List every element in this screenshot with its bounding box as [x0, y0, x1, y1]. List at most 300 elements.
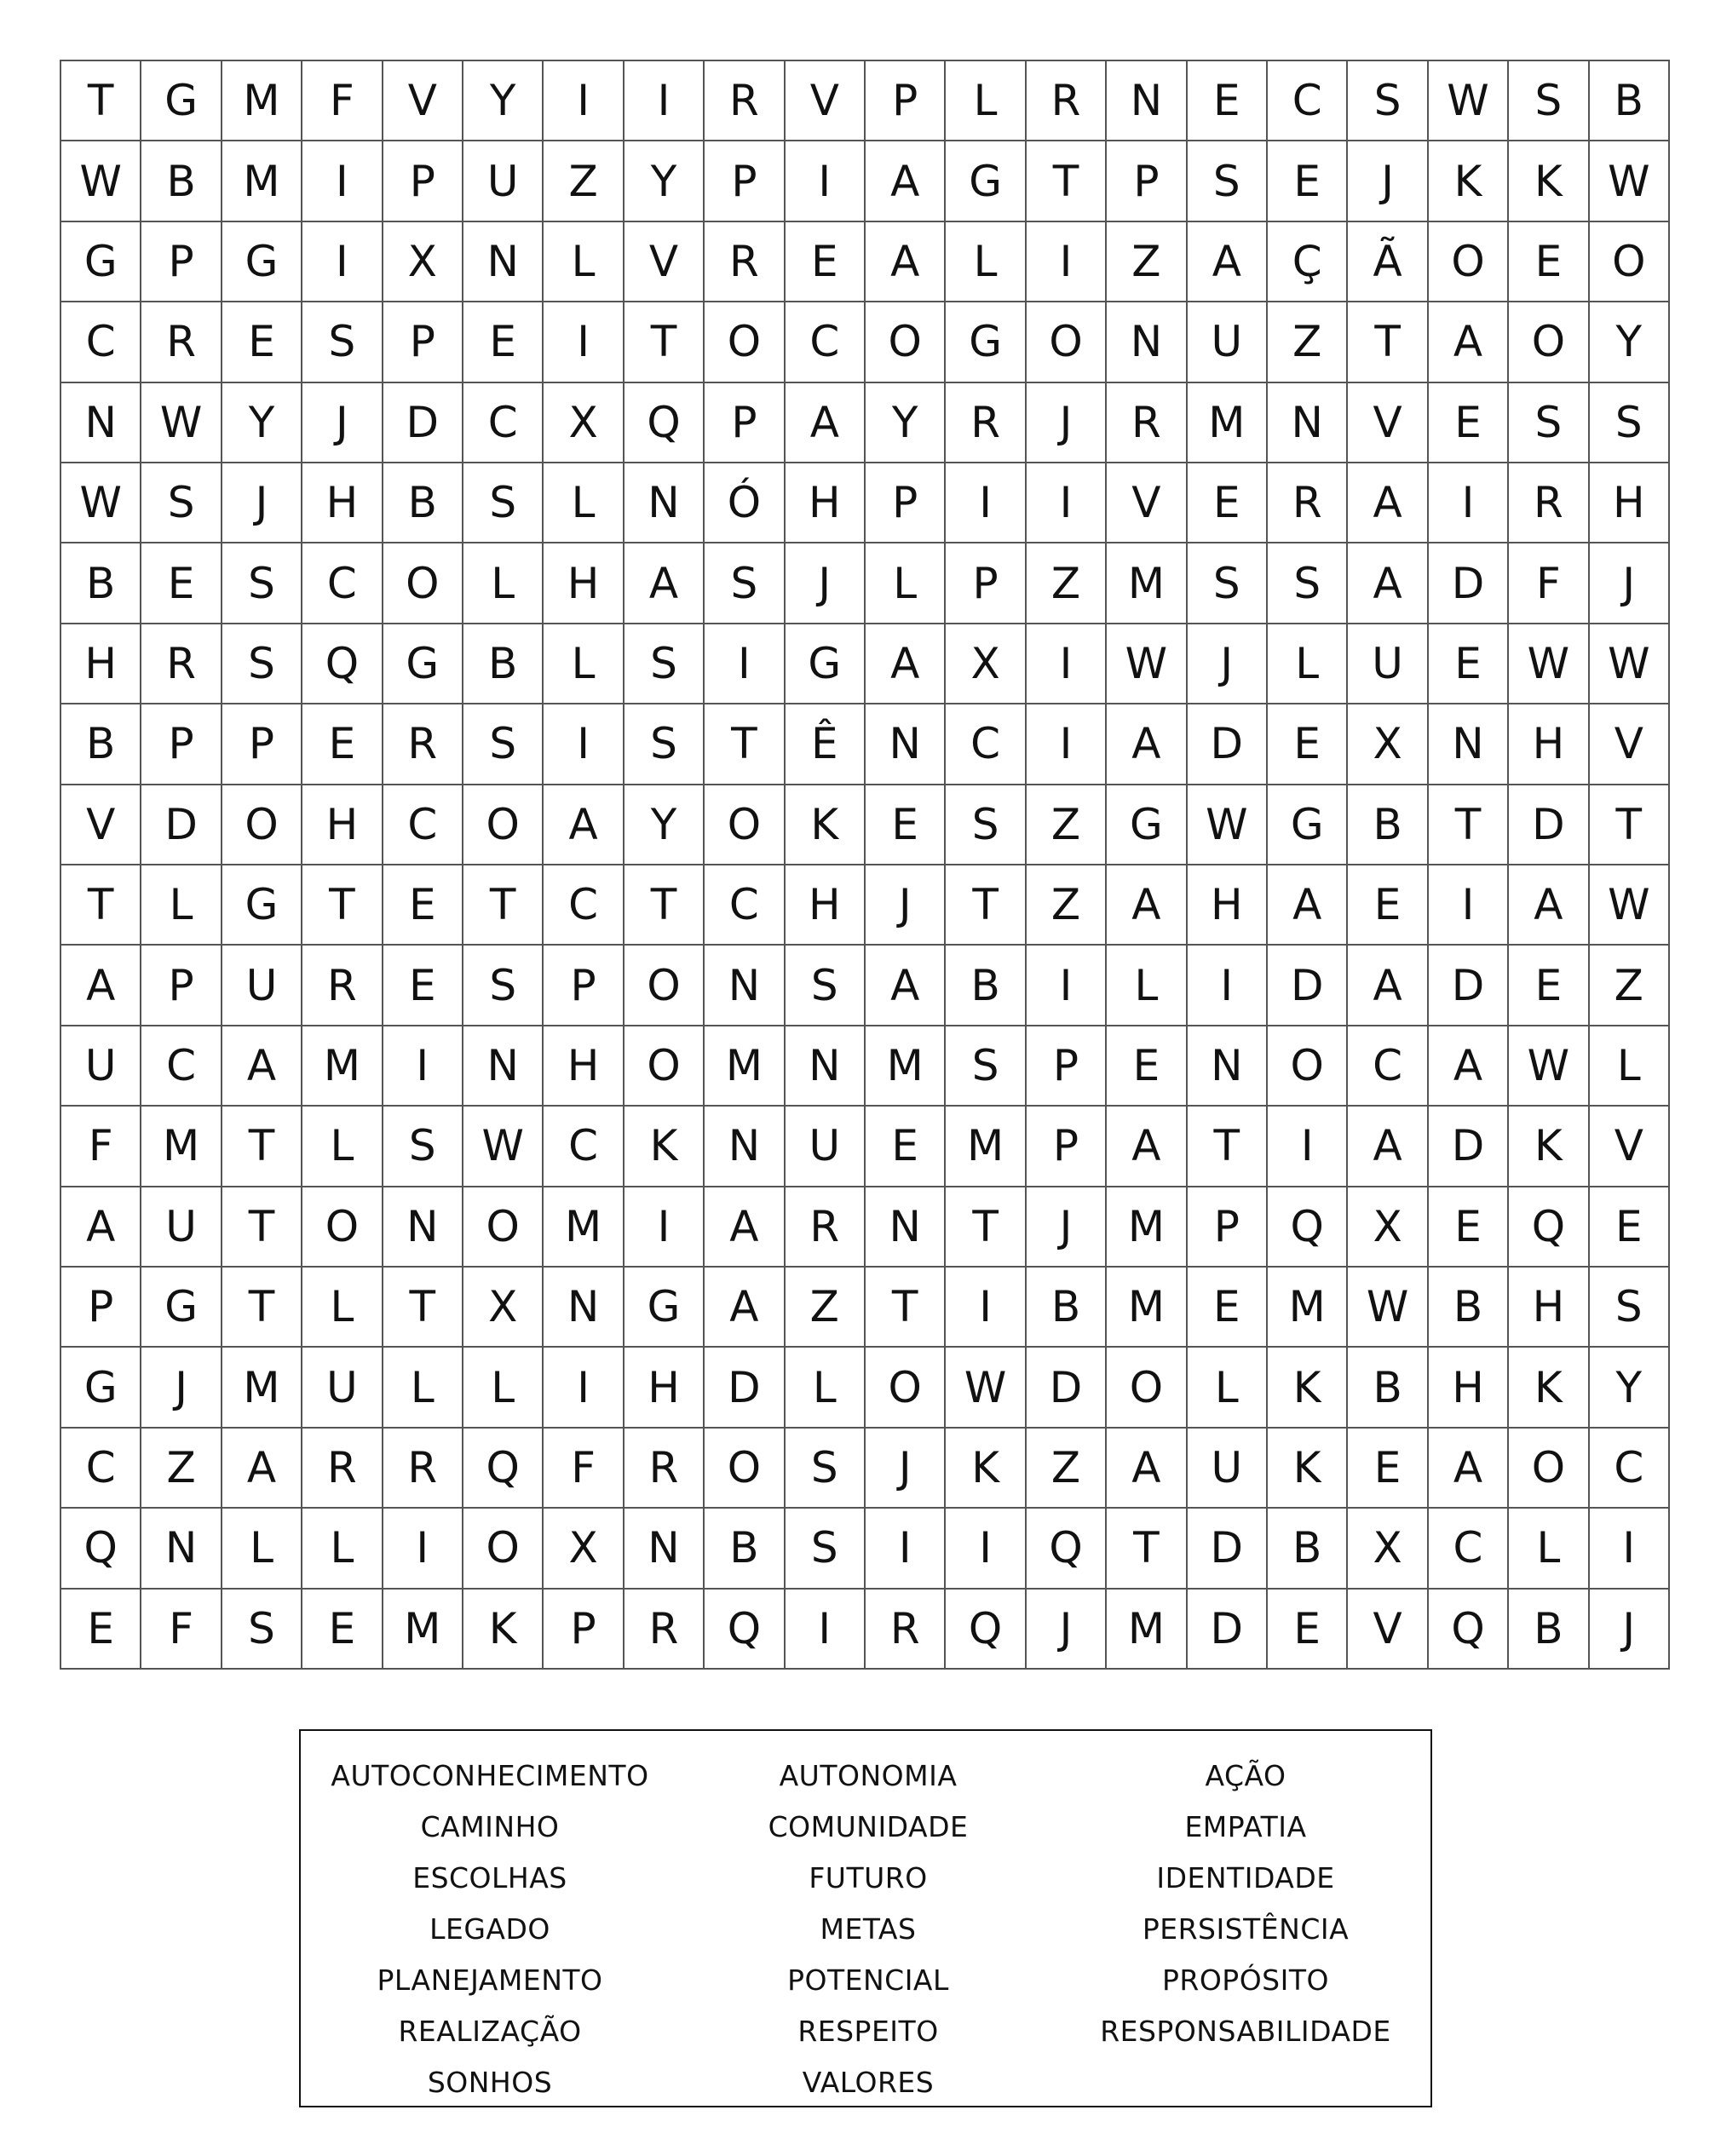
- grid-cell[interactable]: A: [1107, 865, 1187, 946]
- grid-cell[interactable]: E: [222, 302, 302, 382]
- grid-cell[interactable]: R: [786, 1187, 866, 1268]
- grid-cell[interactable]: H: [1509, 704, 1589, 785]
- grid-cell[interactable]: I: [1429, 865, 1509, 946]
- grid-cell[interactable]: N: [705, 946, 785, 1026]
- grid-cell[interactable]: O: [866, 302, 946, 382]
- grid-cell[interactable]: I: [946, 1509, 1026, 1589]
- grid-cell[interactable]: O: [302, 1187, 383, 1268]
- grid-cell[interactable]: X: [463, 1268, 544, 1348]
- grid-cell[interactable]: W: [141, 383, 222, 463]
- grid-cell[interactable]: I: [1027, 624, 1107, 704]
- grid-cell[interactable]: W: [1590, 141, 1670, 221]
- grid-cell[interactable]: K: [1509, 1348, 1589, 1428]
- grid-cell[interactable]: N: [1188, 1026, 1268, 1107]
- grid-cell[interactable]: A: [625, 543, 705, 624]
- grid-cell[interactable]: A: [1107, 1107, 1187, 1187]
- grid-cell[interactable]: C: [302, 543, 383, 624]
- grid-cell[interactable]: T: [1348, 302, 1428, 382]
- grid-cell[interactable]: A: [222, 1429, 302, 1509]
- grid-cell[interactable]: S: [1348, 61, 1428, 141]
- grid-cell[interactable]: T: [383, 1268, 463, 1348]
- grid-cell[interactable]: C: [705, 865, 785, 946]
- grid-cell[interactable]: K: [625, 1107, 705, 1187]
- grid-cell[interactable]: A: [1188, 222, 1268, 302]
- grid-cell[interactable]: M: [141, 1107, 222, 1187]
- grid-cell[interactable]: T: [61, 865, 141, 946]
- grid-cell[interactable]: P: [946, 543, 1026, 624]
- grid-cell[interactable]: C: [544, 865, 624, 946]
- grid-cell[interactable]: A: [705, 1268, 785, 1348]
- grid-cell[interactable]: I: [544, 704, 624, 785]
- grid-cell[interactable]: F: [61, 1107, 141, 1187]
- grid-cell[interactable]: E: [1509, 222, 1589, 302]
- grid-cell[interactable]: W: [1107, 624, 1187, 704]
- grid-cell[interactable]: S: [463, 946, 544, 1026]
- grid-cell[interactable]: L: [302, 1509, 383, 1589]
- grid-cell[interactable]: A: [866, 946, 946, 1026]
- grid-cell[interactable]: N: [625, 1509, 705, 1589]
- grid-cell[interactable]: W: [1590, 624, 1670, 704]
- grid-cell[interactable]: F: [544, 1429, 624, 1509]
- grid-cell[interactable]: K: [463, 1590, 544, 1670]
- grid-cell[interactable]: S: [1188, 543, 1268, 624]
- grid-cell[interactable]: L: [866, 543, 946, 624]
- grid-cell[interactable]: B: [463, 624, 544, 704]
- grid-cell[interactable]: B: [61, 543, 141, 624]
- grid-cell[interactable]: M: [1188, 383, 1268, 463]
- grid-cell[interactable]: C: [61, 302, 141, 382]
- grid-cell[interactable]: O: [1590, 222, 1670, 302]
- grid-cell[interactable]: T: [705, 704, 785, 785]
- grid-cell[interactable]: D: [1429, 1107, 1509, 1187]
- grid-cell[interactable]: L: [1268, 624, 1348, 704]
- grid-cell[interactable]: O: [1107, 1348, 1187, 1428]
- grid-cell[interactable]: R: [625, 1590, 705, 1670]
- grid-cell[interactable]: Z: [1027, 1429, 1107, 1509]
- grid-cell[interactable]: U: [222, 946, 302, 1026]
- grid-cell[interactable]: M: [1107, 1590, 1187, 1670]
- grid-cell[interactable]: N: [625, 463, 705, 543]
- grid-cell[interactable]: B: [1348, 785, 1428, 865]
- grid-cell[interactable]: T: [302, 865, 383, 946]
- grid-cell[interactable]: E: [1590, 1187, 1670, 1268]
- grid-cell[interactable]: I: [544, 61, 624, 141]
- grid-cell[interactable]: I: [302, 222, 383, 302]
- grid-cell[interactable]: U: [1188, 1429, 1268, 1509]
- grid-cell[interactable]: M: [1107, 1187, 1187, 1268]
- grid-cell[interactable]: O: [705, 302, 785, 382]
- grid-cell[interactable]: E: [383, 865, 463, 946]
- grid-cell[interactable]: A: [1348, 463, 1428, 543]
- grid-cell[interactable]: T: [1590, 785, 1670, 865]
- grid-cell[interactable]: Z: [1027, 865, 1107, 946]
- grid-cell[interactable]: M: [1107, 543, 1187, 624]
- grid-cell[interactable]: J: [1188, 624, 1268, 704]
- grid-cell[interactable]: S: [463, 463, 544, 543]
- grid-cell[interactable]: S: [705, 543, 785, 624]
- grid-cell[interactable]: A: [222, 1026, 302, 1107]
- grid-cell[interactable]: B: [1027, 1268, 1107, 1348]
- grid-cell[interactable]: N: [463, 1026, 544, 1107]
- grid-cell[interactable]: E: [1429, 624, 1509, 704]
- grid-cell[interactable]: W: [1509, 1026, 1589, 1107]
- grid-cell[interactable]: Q: [705, 1590, 785, 1670]
- grid-cell[interactable]: P: [141, 946, 222, 1026]
- grid-cell[interactable]: Y: [866, 383, 946, 463]
- grid-cell[interactable]: U: [61, 1026, 141, 1107]
- grid-cell[interactable]: U: [141, 1187, 222, 1268]
- grid-cell[interactable]: S: [1188, 141, 1268, 221]
- grid-cell[interactable]: H: [61, 624, 141, 704]
- grid-cell[interactable]: V: [1348, 383, 1428, 463]
- grid-cell[interactable]: E: [302, 1590, 383, 1670]
- grid-cell[interactable]: A: [1107, 1429, 1187, 1509]
- grid-cell[interactable]: T: [463, 865, 544, 946]
- grid-cell[interactable]: X: [544, 383, 624, 463]
- grid-cell[interactable]: P: [866, 61, 946, 141]
- grid-cell[interactable]: M: [222, 141, 302, 221]
- grid-cell[interactable]: L: [1107, 946, 1187, 1026]
- grid-cell[interactable]: T: [1027, 141, 1107, 221]
- grid-cell[interactable]: N: [61, 383, 141, 463]
- grid-cell[interactable]: H: [302, 785, 383, 865]
- grid-cell[interactable]: E: [141, 543, 222, 624]
- grid-cell[interactable]: L: [544, 222, 624, 302]
- grid-cell[interactable]: D: [1188, 1509, 1268, 1589]
- grid-cell[interactable]: P: [383, 141, 463, 221]
- grid-cell[interactable]: S: [786, 1509, 866, 1589]
- grid-cell[interactable]: F: [141, 1590, 222, 1670]
- grid-cell[interactable]: I: [946, 1268, 1026, 1348]
- grid-cell[interactable]: K: [1509, 141, 1589, 221]
- grid-cell[interactable]: T: [222, 1268, 302, 1348]
- grid-cell[interactable]: M: [866, 1026, 946, 1107]
- grid-cell[interactable]: H: [786, 865, 866, 946]
- grid-cell[interactable]: R: [1509, 463, 1589, 543]
- grid-cell[interactable]: F: [1509, 543, 1589, 624]
- grid-cell[interactable]: A: [544, 785, 624, 865]
- grid-cell[interactable]: A: [1348, 946, 1428, 1026]
- grid-cell[interactable]: N: [544, 1268, 624, 1348]
- grid-cell[interactable]: D: [1509, 785, 1589, 865]
- grid-cell[interactable]: Z: [1027, 543, 1107, 624]
- grid-cell[interactable]: H: [786, 463, 866, 543]
- grid-cell[interactable]: I: [625, 1187, 705, 1268]
- grid-cell[interactable]: O: [705, 785, 785, 865]
- grid-cell[interactable]: S: [786, 1429, 866, 1509]
- grid-cell[interactable]: J: [866, 1429, 946, 1509]
- grid-cell[interactable]: T: [1188, 1107, 1268, 1187]
- grid-cell[interactable]: K: [1268, 1429, 1348, 1509]
- grid-cell[interactable]: D: [1429, 543, 1509, 624]
- grid-cell[interactable]: J: [302, 383, 383, 463]
- grid-cell[interactable]: T: [625, 302, 705, 382]
- grid-cell[interactable]: B: [705, 1509, 785, 1589]
- grid-cell[interactable]: W: [61, 463, 141, 543]
- grid-cell[interactable]: Ó: [705, 463, 785, 543]
- grid-cell[interactable]: I: [1027, 222, 1107, 302]
- grid-cell[interactable]: K: [1429, 141, 1509, 221]
- grid-cell[interactable]: J: [1590, 1590, 1670, 1670]
- grid-cell[interactable]: Z: [141, 1429, 222, 1509]
- grid-cell[interactable]: A: [61, 1187, 141, 1268]
- grid-cell[interactable]: Z: [1268, 302, 1348, 382]
- grid-cell[interactable]: S: [1509, 61, 1589, 141]
- grid-cell[interactable]: I: [383, 1509, 463, 1589]
- grid-cell[interactable]: O: [463, 1509, 544, 1589]
- grid-cell[interactable]: Q: [61, 1509, 141, 1589]
- grid-cell[interactable]: B: [383, 463, 463, 543]
- grid-cell[interactable]: L: [222, 1509, 302, 1589]
- grid-cell[interactable]: D: [1429, 946, 1509, 1026]
- grid-cell[interactable]: R: [705, 222, 785, 302]
- grid-cell[interactable]: C: [1268, 61, 1348, 141]
- grid-cell[interactable]: S: [463, 704, 544, 785]
- grid-cell[interactable]: B: [141, 141, 222, 221]
- grid-cell[interactable]: J: [222, 463, 302, 543]
- grid-cell[interactable]: C: [383, 785, 463, 865]
- grid-cell[interactable]: W: [61, 141, 141, 221]
- grid-cell[interactable]: S: [383, 1107, 463, 1187]
- grid-cell[interactable]: P: [222, 704, 302, 785]
- grid-cell[interactable]: J: [1590, 543, 1670, 624]
- grid-cell[interactable]: I: [625, 61, 705, 141]
- grid-cell[interactable]: H: [544, 1026, 624, 1107]
- grid-cell[interactable]: G: [61, 222, 141, 302]
- grid-cell[interactable]: I: [1429, 463, 1509, 543]
- grid-cell[interactable]: I: [302, 141, 383, 221]
- grid-cell[interactable]: O: [1268, 1026, 1348, 1107]
- grid-cell[interactable]: E: [61, 1590, 141, 1670]
- grid-cell[interactable]: D: [141, 785, 222, 865]
- grid-cell[interactable]: Z: [786, 1268, 866, 1348]
- grid-cell[interactable]: L: [544, 624, 624, 704]
- grid-cell[interactable]: S: [946, 785, 1026, 865]
- grid-cell[interactable]: M: [222, 61, 302, 141]
- grid-cell[interactable]: E: [1107, 1026, 1187, 1107]
- grid-cell[interactable]: O: [383, 543, 463, 624]
- grid-cell[interactable]: C: [1429, 1509, 1509, 1589]
- grid-cell[interactable]: J: [141, 1348, 222, 1428]
- grid-cell[interactable]: G: [222, 222, 302, 302]
- grid-cell[interactable]: G: [1268, 785, 1348, 865]
- grid-cell[interactable]: Y: [463, 61, 544, 141]
- grid-cell[interactable]: L: [1590, 1026, 1670, 1107]
- grid-cell[interactable]: O: [222, 785, 302, 865]
- grid-cell[interactable]: B: [1348, 1348, 1428, 1428]
- grid-cell[interactable]: O: [1509, 302, 1589, 382]
- grid-cell[interactable]: E: [866, 1107, 946, 1187]
- grid-cell[interactable]: G: [383, 624, 463, 704]
- grid-cell[interactable]: R: [302, 946, 383, 1026]
- grid-cell[interactable]: X: [1348, 1187, 1428, 1268]
- grid-cell[interactable]: S: [625, 624, 705, 704]
- grid-cell[interactable]: A: [866, 624, 946, 704]
- grid-cell[interactable]: A: [1429, 302, 1509, 382]
- grid-cell[interactable]: X: [544, 1509, 624, 1589]
- grid-cell[interactable]: M: [1107, 1268, 1187, 1348]
- grid-cell[interactable]: V: [1348, 1590, 1428, 1670]
- grid-cell[interactable]: E: [1348, 865, 1428, 946]
- grid-cell[interactable]: D: [1188, 704, 1268, 785]
- grid-cell[interactable]: L: [946, 222, 1026, 302]
- grid-cell[interactable]: N: [383, 1187, 463, 1268]
- grid-cell[interactable]: P: [1027, 1107, 1107, 1187]
- grid-cell[interactable]: E: [1188, 61, 1268, 141]
- grid-cell[interactable]: Y: [1590, 302, 1670, 382]
- grid-cell[interactable]: U: [1188, 302, 1268, 382]
- grid-cell[interactable]: T: [625, 865, 705, 946]
- grid-cell[interactable]: Q: [946, 1590, 1026, 1670]
- grid-cell[interactable]: W: [1348, 1268, 1428, 1348]
- grid-cell[interactable]: Q: [463, 1429, 544, 1509]
- grid-cell[interactable]: Q: [1268, 1187, 1348, 1268]
- grid-cell[interactable]: C: [141, 1026, 222, 1107]
- grid-cell[interactable]: F: [302, 61, 383, 141]
- grid-cell[interactable]: M: [1268, 1268, 1348, 1348]
- grid-cell[interactable]: E: [1429, 383, 1509, 463]
- grid-cell[interactable]: L: [383, 1348, 463, 1428]
- grid-cell[interactable]: O: [866, 1348, 946, 1428]
- grid-cell[interactable]: A: [1348, 1107, 1428, 1187]
- grid-cell[interactable]: T: [222, 1187, 302, 1268]
- grid-cell[interactable]: C: [1590, 1429, 1670, 1509]
- grid-cell[interactable]: R: [383, 1429, 463, 1509]
- grid-cell[interactable]: I: [946, 463, 1026, 543]
- grid-cell[interactable]: E: [463, 302, 544, 382]
- grid-cell[interactable]: M: [383, 1590, 463, 1670]
- grid-cell[interactable]: A: [1268, 865, 1348, 946]
- grid-cell[interactable]: G: [141, 61, 222, 141]
- grid-cell[interactable]: Q: [1429, 1590, 1509, 1670]
- grid-cell[interactable]: K: [1509, 1107, 1589, 1187]
- grid-cell[interactable]: K: [786, 785, 866, 865]
- grid-cell[interactable]: D: [705, 1348, 785, 1428]
- grid-cell[interactable]: A: [1429, 1026, 1509, 1107]
- grid-cell[interactable]: Y: [625, 785, 705, 865]
- grid-cell[interactable]: R: [141, 302, 222, 382]
- grid-cell[interactable]: I: [866, 1509, 946, 1589]
- grid-cell[interactable]: Y: [1590, 1348, 1670, 1428]
- grid-cell[interactable]: A: [1429, 1429, 1509, 1509]
- grid-cell[interactable]: V: [383, 61, 463, 141]
- grid-cell[interactable]: H: [1429, 1348, 1509, 1428]
- grid-cell[interactable]: T: [946, 1187, 1026, 1268]
- grid-cell[interactable]: J: [1027, 383, 1107, 463]
- grid-cell[interactable]: S: [625, 704, 705, 785]
- grid-cell[interactable]: C: [1348, 1026, 1428, 1107]
- grid-cell[interactable]: O: [463, 1187, 544, 1268]
- grid-cell[interactable]: S: [222, 1590, 302, 1670]
- grid-cell[interactable]: R: [1027, 61, 1107, 141]
- grid-cell[interactable]: G: [625, 1268, 705, 1348]
- grid-cell[interactable]: X: [1348, 1509, 1428, 1589]
- grid-cell[interactable]: G: [61, 1348, 141, 1428]
- grid-cell[interactable]: B: [61, 704, 141, 785]
- grid-cell[interactable]: Ã: [1348, 222, 1428, 302]
- grid-cell[interactable]: T: [866, 1268, 946, 1348]
- grid-cell[interactable]: K: [1268, 1348, 1348, 1428]
- grid-cell[interactable]: T: [1429, 785, 1509, 865]
- grid-cell[interactable]: N: [463, 222, 544, 302]
- grid-cell[interactable]: P: [383, 302, 463, 382]
- grid-cell[interactable]: O: [1429, 222, 1509, 302]
- grid-cell[interactable]: R: [141, 624, 222, 704]
- grid-cell[interactable]: E: [1509, 946, 1589, 1026]
- grid-cell[interactable]: V: [786, 61, 866, 141]
- grid-cell[interactable]: K: [946, 1429, 1026, 1509]
- grid-cell[interactable]: R: [1268, 463, 1348, 543]
- grid-cell[interactable]: S: [141, 463, 222, 543]
- grid-cell[interactable]: I: [786, 1590, 866, 1670]
- grid-cell[interactable]: N: [786, 1026, 866, 1107]
- grid-cell[interactable]: D: [1268, 946, 1348, 1026]
- grid-cell[interactable]: C: [61, 1429, 141, 1509]
- grid-cell[interactable]: W: [946, 1348, 1026, 1428]
- grid-cell[interactable]: D: [1188, 1590, 1268, 1670]
- grid-cell[interactable]: I: [705, 624, 785, 704]
- grid-cell[interactable]: L: [141, 865, 222, 946]
- grid-cell[interactable]: W: [1429, 61, 1509, 141]
- grid-cell[interactable]: D: [383, 383, 463, 463]
- grid-cell[interactable]: J: [786, 543, 866, 624]
- grid-cell[interactable]: E: [1188, 1268, 1268, 1348]
- grid-cell[interactable]: N: [866, 704, 946, 785]
- grid-cell[interactable]: L: [302, 1107, 383, 1187]
- grid-cell[interactable]: X: [946, 624, 1026, 704]
- grid-cell[interactable]: B: [1590, 61, 1670, 141]
- grid-cell[interactable]: L: [1509, 1509, 1589, 1589]
- grid-cell[interactable]: Y: [222, 383, 302, 463]
- grid-cell[interactable]: S: [302, 302, 383, 382]
- grid-cell[interactable]: P: [544, 1590, 624, 1670]
- grid-cell[interactable]: Ê: [786, 704, 866, 785]
- grid-cell[interactable]: V: [1590, 1107, 1670, 1187]
- grid-cell[interactable]: Y: [625, 141, 705, 221]
- grid-cell[interactable]: P: [866, 463, 946, 543]
- grid-cell[interactable]: H: [544, 543, 624, 624]
- grid-cell[interactable]: I: [1590, 1509, 1670, 1589]
- grid-cell[interactable]: A: [866, 222, 946, 302]
- grid-cell[interactable]: N: [1107, 302, 1187, 382]
- grid-cell[interactable]: P: [141, 222, 222, 302]
- grid-cell[interactable]: N: [866, 1187, 946, 1268]
- grid-cell[interactable]: I: [1027, 463, 1107, 543]
- grid-cell[interactable]: P: [141, 704, 222, 785]
- grid-cell[interactable]: W: [1590, 865, 1670, 946]
- grid-cell[interactable]: A: [1509, 865, 1589, 946]
- grid-cell[interactable]: J: [1348, 141, 1428, 221]
- grid-cell[interactable]: N: [705, 1107, 785, 1187]
- grid-cell[interactable]: E: [866, 785, 946, 865]
- grid-cell[interactable]: U: [302, 1348, 383, 1428]
- grid-cell[interactable]: E: [786, 222, 866, 302]
- grid-cell[interactable]: P: [61, 1268, 141, 1348]
- grid-cell[interactable]: H: [1509, 1268, 1589, 1348]
- grid-cell[interactable]: E: [383, 946, 463, 1026]
- grid-cell[interactable]: O: [625, 946, 705, 1026]
- grid-cell[interactable]: G: [1107, 785, 1187, 865]
- grid-cell[interactable]: T: [61, 61, 141, 141]
- grid-cell[interactable]: P: [705, 141, 785, 221]
- grid-cell[interactable]: H: [1188, 865, 1268, 946]
- grid-cell[interactable]: E: [1188, 463, 1268, 543]
- grid-cell[interactable]: E: [1268, 141, 1348, 221]
- grid-cell[interactable]: C: [544, 1107, 624, 1187]
- grid-cell[interactable]: E: [1268, 1590, 1348, 1670]
- grid-cell[interactable]: I: [786, 141, 866, 221]
- grid-cell[interactable]: J: [1027, 1590, 1107, 1670]
